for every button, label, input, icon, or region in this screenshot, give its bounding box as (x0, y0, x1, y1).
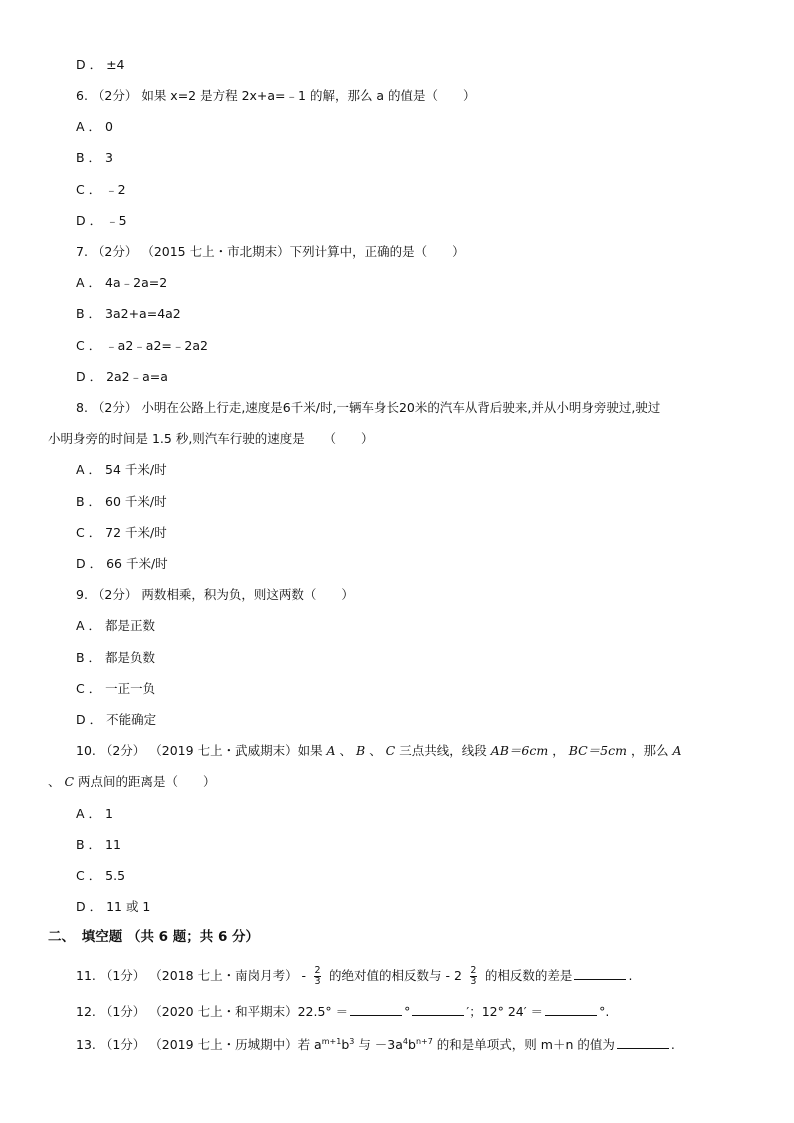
q10-then: ，那么 (626, 743, 673, 758)
q10-option-d: D ． 11 或 1 (76, 899, 151, 914)
q13-end: . (670, 1037, 675, 1052)
q9-option-b: B ． 都是负数 (76, 650, 156, 665)
q12-deg: ° (404, 1004, 411, 1019)
q10-point-c: C (385, 743, 396, 758)
q10-prefix: 10. （2分） （2019 七上・武威期末）如果 (76, 743, 327, 758)
q11-end: . (628, 968, 633, 983)
question-7-stem: 7. （2分） （2015 七上・市北期末）下列计算中，正确的是（ ） (76, 244, 465, 259)
q10-line2-suffix: 两点间的距离是（ ） (74, 774, 216, 789)
q13-answer-blank[interactable] (617, 1036, 669, 1049)
q9-option-c: C ． 一正一负 (76, 681, 156, 696)
q6-option-b: B ． 3 (76, 150, 113, 165)
question-13 (76, 1036, 675, 1053)
q9-option-a: A ． 都是正数 (76, 618, 155, 633)
q10-point-a: A (326, 743, 336, 758)
question-8-stem-line-2: 小明身旁的时间是 1.5 秒,则汽车行驶的速度是 （ ） (48, 431, 374, 446)
question-8-stem-line-1: 8. （2分） 小明在公路上行走,速度是6千米/时,一辆车身长20米的汽车从背后驶来,并从小明身旁驶过,驶过 (76, 400, 661, 415)
question-10-stem-line-1 (76, 743, 681, 759)
section-2-title: 二、 填空题 （共 6 题；共 6 分） (48, 929, 260, 945)
q7-option-c: C ． ﹣a2﹣a2=﹣2a2 (76, 338, 208, 353)
q10-point-b: B (356, 743, 366, 758)
q10-mid: 三点共线，线段 (395, 743, 491, 758)
q6-option-c: C ． ﹣2 (76, 182, 126, 197)
question-9-stem: 9. （2分） 两数相乘，积为负，则这两数（ ） (76, 587, 354, 602)
q11-mid: 的绝对值的相反数与 - 2 (329, 968, 462, 983)
q5-option-d: D ． ±4 (76, 57, 125, 72)
q11-suffix: 的相反数的差是 (484, 968, 573, 983)
q8-option-d: D ． 66 千米/时 (76, 556, 168, 571)
q10-sep-2: 、 (365, 743, 386, 758)
q10-option-a: A ． 1 (76, 806, 113, 821)
q10-point-c-2: C (64, 774, 75, 789)
q12-end: °. (599, 1004, 610, 1019)
q12-prefix: 12. （1分） （2020 七上・和平期末）22.5° ＝ (76, 1004, 349, 1019)
q13-mid: 的和是单项式，则 m＋n 的值为 (432, 1037, 615, 1052)
q8-option-a: A ． 54 千米/时 (76, 462, 167, 477)
q8-option-b: B ． 60 千米/时 (76, 494, 167, 509)
q12-blank-minutes[interactable] (412, 1003, 464, 1016)
q10-line2-prefix: 、 (48, 774, 65, 789)
q13-with: 与 (354, 1037, 375, 1052)
q10-option-b: B ． 11 (76, 837, 121, 852)
q6-option-a: A ． 0 (76, 119, 113, 134)
question-11 (76, 966, 632, 987)
q8-option-c: C ． 72 千米/时 (76, 525, 167, 540)
q13-prefix: 13. （1分） （2019 七上・历城期中）若 (76, 1037, 315, 1052)
q10-point-a-2: A (672, 743, 682, 758)
q11-answer-blank[interactable] (574, 967, 626, 980)
question-6-stem: 6. （2分） 如果 x=2 是方程 2x+a=﹣1 的解，那么 a 的值是（ ） (76, 88, 476, 103)
q12-blank-decimal[interactable] (545, 1003, 597, 1016)
q11-prefix: 11. （1分） （2018 七上・南岗月考） - (76, 968, 307, 983)
question-12 (76, 1003, 609, 1020)
q13-term-2: $-3a^4b^{n+7}$ (374, 1036, 433, 1052)
q12-min: ′；12° 24′ ＝ (466, 1004, 544, 1019)
q10-sep: 、 (335, 743, 357, 758)
q11-fraction-2: $\frac{2}{3}$ (470, 965, 477, 987)
q9-option-d: D ． 不能确定 (76, 712, 157, 727)
q6-option-d: D ． ﹣5 (76, 213, 127, 228)
q12-blank-degrees[interactable] (350, 1003, 402, 1016)
q10-segment-ab: AB＝6cm (490, 743, 549, 758)
question-10-stem-line-2 (48, 774, 216, 790)
q11-fraction-1: $\frac{2}{3}$ (314, 965, 321, 987)
q7-option-d: D ． 2a2﹣a=a (76, 369, 168, 384)
q7-option-b: B ． 3a2+a=4a2 (76, 306, 181, 321)
q13-term-1: $a^{m+1}b^3$ (314, 1036, 355, 1052)
q10-comma: ， (548, 743, 569, 758)
q7-option-a: A ． 4a﹣2a=2 (76, 275, 168, 290)
q10-segment-bc: BC＝5cm (568, 743, 627, 758)
q10-option-c: C ． 5.5 (76, 868, 126, 883)
